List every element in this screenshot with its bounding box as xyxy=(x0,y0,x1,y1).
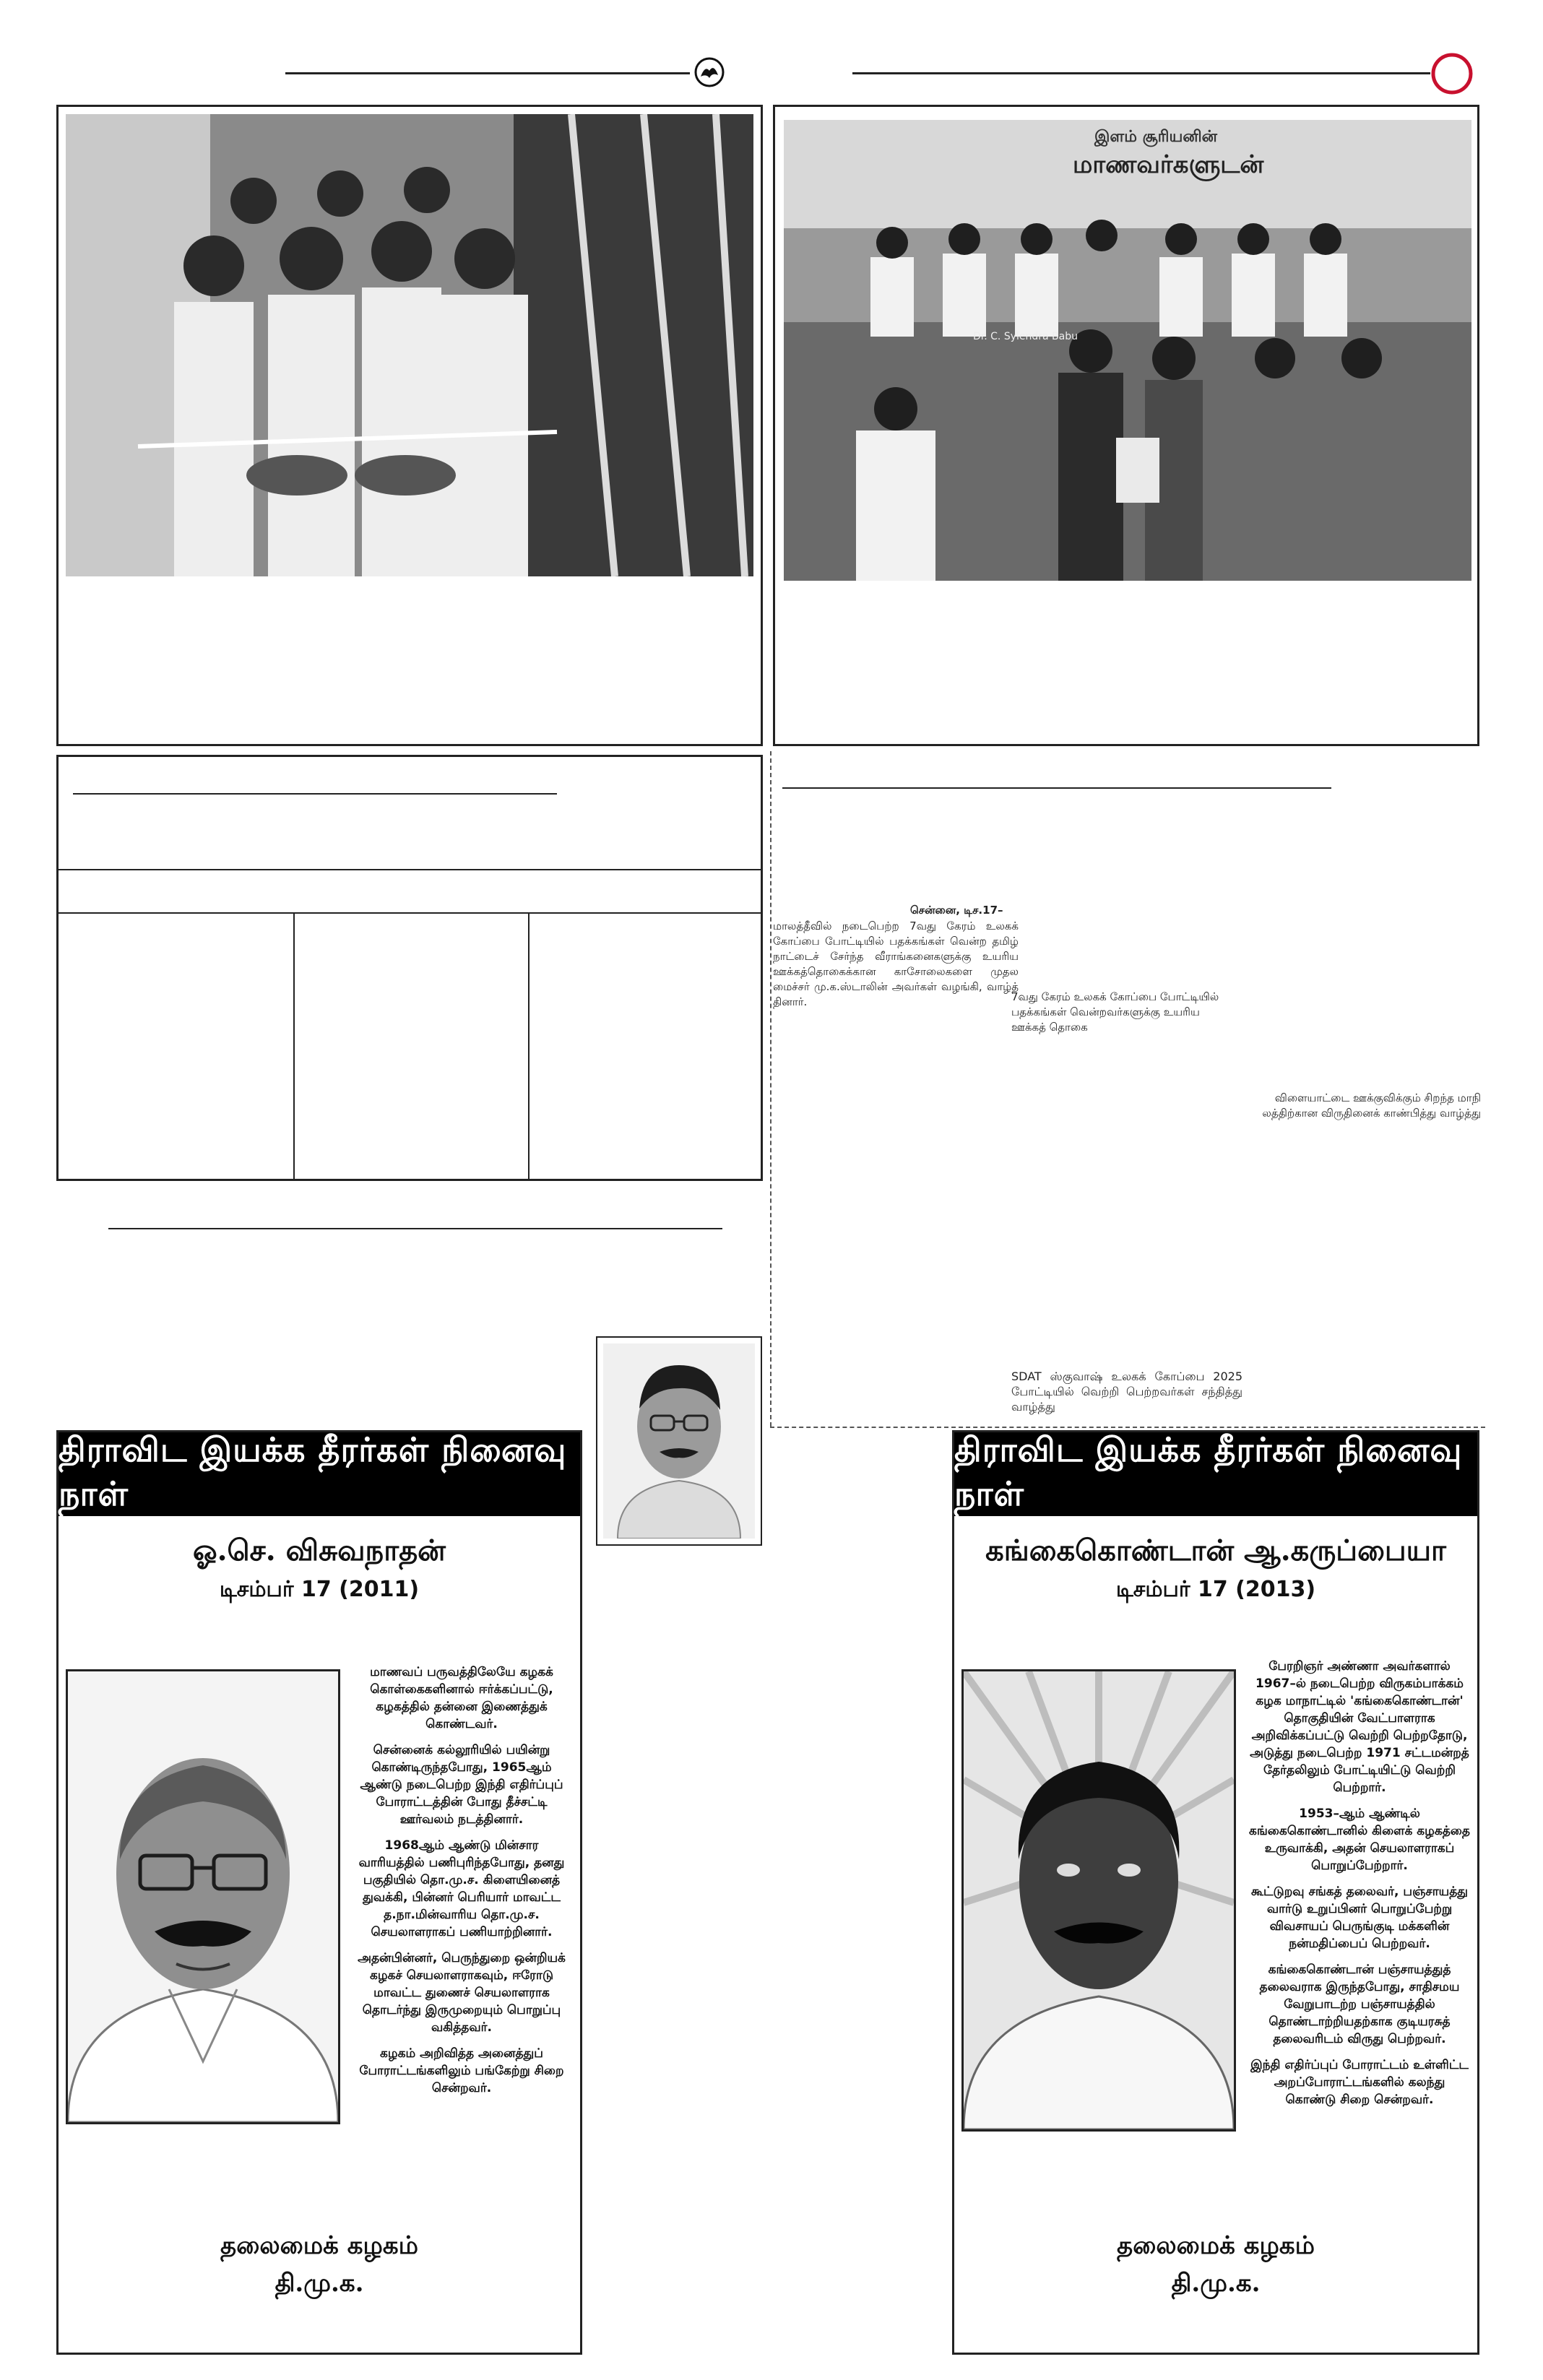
memorial-right-box xyxy=(952,1430,1479,2355)
memorial-left-banner: திராவிட இயக்க தீரர்கள் நினைவு நாள் xyxy=(59,1432,580,1516)
article-body: மாலத்தீவில் நடைபெற்ற 7வது கேரம் உலகக் கோப்பை போட்டியில் பதக்கங்கள் வென்ற தமிழ் நாட்டைச் சேர்ந்த வீராங்கனைகளுக்கு உயரிய ஊக்கத்தொகைக்கான காசோலைகளை முதல மைச்சர் மு.க.ஸ்டாலின் அவர்கள் வழங்கி, வாழ்த் தினார். xyxy=(773,919,1019,1008)
memorial-right-banner: திராவிட இயக்க தீரர்கள் நினைவு நாள் xyxy=(954,1432,1477,1516)
memorial-right-bio xyxy=(1249,1658,1470,2117)
grid-divider-h2 xyxy=(59,912,761,914)
photo-podium-text: Dr. C. Sylendra Babu xyxy=(973,331,1078,342)
memorial-left-footer-line1: தலைமைக் கழகம் xyxy=(220,2231,418,2260)
memorial-right-para-1: பேரறிஞர் அண்ணா அவர்களால் 1967–ல் நடைபெற்ற விருகம்பாக்கம் கழக மாநாட்டில் 'கங்கைகொண்டான்' தொகுதியின் வேட்பாளராக அறிவிக்கப்பட்டு வெற்றி பெற்றதோடு, அடுத்து நடைபெற்ற 1971 சட்டமன்றத் தேர்தலிலும் போட்டியிட்டு வெற்றி பெற்றார். xyxy=(1250,1659,1469,1795)
memorial-right-para-4: கங்கைகொண்டான் பஞ்சாயத்துத் தலைவராக இருந்தபோது, சாதிசமய வேறுபாடற்ற பஞ்சாயத்தில் தொண்டாற்றியதற்காக குடியரசுத் தலைவரிடம் விருது பெற்றவர். xyxy=(1259,1963,1460,2046)
photo-banner-line2: மாணவர்களுடன் xyxy=(1073,150,1264,179)
header-rule-left xyxy=(285,72,690,74)
memorial-right-name: கங்கைகொண்டான் ஆ.கருப்பையா xyxy=(985,1533,1446,1567)
article-sports-line: விளையாட்டை ஊக்குவிக்கும் சிறந்த மாநி லத்திற்கான விருதினைக் காண்பித்து வாழ்த்து xyxy=(1262,1091,1481,1120)
memorial-left-para-1: மாணவப் பருவத்திலேயே கழகக் கொள்கைகளினால் ஈர்க்கப்பட்டு, கழகத்தில் தன்னை இணைத்துக் கொண்டவர். xyxy=(370,1665,553,1731)
grid-divider-v1 xyxy=(293,912,295,1179)
award-ceremony-photo xyxy=(784,120,1471,581)
memorial-right-footer-line2: தி.மு.க. xyxy=(1171,2269,1261,2298)
article-dateline: சென்னை, டிச.17– xyxy=(910,904,1003,917)
article-dashed-border-left xyxy=(770,751,772,1427)
header-rule-right xyxy=(852,72,1430,74)
memorial-left-para-3: 1968ஆம் ஆண்டு மின்சார வாரியத்தில் பணிபுரிந்தபோது, தனது பகுதியில் தொ.மு.ச. கிளையினைத் துவக்கி, பின்னர் பெரியார் மாவட்ட த.நா.மின்வாரிய தொ.மு.ச. செயலாளராகப் பணியாற்றினார். xyxy=(358,1838,565,1939)
grid-divider-h xyxy=(59,869,761,870)
grid-divider-v2 xyxy=(528,912,530,1179)
portrait-small-frame xyxy=(596,1336,762,1546)
memorial-left-name: ஓ.செ. விசுவநாதன் xyxy=(193,1533,446,1567)
mid-left-grid-box xyxy=(56,755,763,1181)
top-right-photo-frame xyxy=(773,105,1479,746)
article-sdat-line: SDAT ஸ்குவாஷ் உலகக் கோப்பை 2025 போட்டியில் வெற்றி பெற்றவர்கள் சந்தித்து வாழ்த்து xyxy=(1011,1369,1242,1414)
memorial-left-para-2: சென்னைக் கல்லூரியில் பயின்று கொண்டிருந்தபோது, 1965ஆம் ஆண்டு நடைபெற்ற இந்தி எதிர்ப்புப் போராட்டத்தின் போது தீச்சட்டி ஊர்வலம் நடத்தினார். xyxy=(360,1743,563,1827)
man-portrait-photo xyxy=(603,1343,755,1539)
grid-title-rule xyxy=(73,793,557,795)
memorial-left-footer xyxy=(59,2227,580,2302)
article-highlight: 7வது கேரம் உலகக் கோப்பை போட்டியில் பதக்கங்கள் வென்றவர்களுக்கு உயரிய ஊக்கத் தொகை xyxy=(1011,990,1219,1034)
article-dashed-border-bottom xyxy=(770,1427,1485,1428)
article-title-rule xyxy=(782,787,1331,789)
memorial-portrait-glasses-photo xyxy=(66,1669,340,2124)
memorial-left-box xyxy=(56,1430,582,2355)
memorial-right-date: டிசம்பர் 17 (2013) xyxy=(1115,1577,1316,1602)
mid-left-bottom-rule xyxy=(108,1228,722,1229)
memorial-right-para-5: இந்தி எதிர்ப்புப் போராட்டம் உள்ளிட்ட அறப்போராட்டங்களில் கலந்து கொண்டு சிறை சென்றவர். xyxy=(1250,2058,1469,2107)
newspaper-emblem-icon xyxy=(693,56,725,88)
photo-banner-line1: இளம் சூரியனின் xyxy=(1094,127,1218,146)
memorial-portrait-mustache-photo xyxy=(961,1669,1236,2132)
memorial-right-footer-line1: தலைமைக் கழகம் xyxy=(1117,2231,1315,2260)
ribbon-cutting-photo xyxy=(66,114,753,576)
circle-page-marker-icon xyxy=(1430,52,1474,95)
memorial-left-bio xyxy=(353,1663,570,2106)
memorial-right-footer xyxy=(954,2227,1477,2302)
memorial-right-para-3: கூட்டுறவு சங்கத் தலைவர், பஞ்சாயத்து வார்டு உறுப்பினர் பொறுப்பேற்று விவசாயப் பெருங்குடி மக்களின் நன்மதிப்பைப் பெற்றவர். xyxy=(1250,1884,1469,1951)
memorial-left-footer-line2: தி.மு.க. xyxy=(275,2269,364,2298)
memorial-left-date: டிசம்பர் 17 (2011) xyxy=(219,1577,420,1602)
memorial-left-para-4: அதன்பின்னர், பெருந்துறை ஒன்றியக் கழகச் செயலாளராகவும், ஈரோடு மாவட்ட துணைச் செயலாளராக தொடர்ந்து இருமுறையும் பொறுப்பு வகித்தவர். xyxy=(358,1951,566,2035)
memorial-left-para-5: கழகம் அறிவித்த அனைத்துப் போராட்டங்களிலும் பங்கேற்று சிறை சென்றவர். xyxy=(359,2046,564,2095)
memorial-right-para-2: 1953–ஆம் ஆண்டில் கங்கைகொண்டானில் கிளைக் கழகத்தை உருவாக்கி, அதன் செயலாளராகப் பொறுப்பேற்றார். xyxy=(1249,1806,1470,1873)
top-left-photo-frame xyxy=(56,105,763,746)
